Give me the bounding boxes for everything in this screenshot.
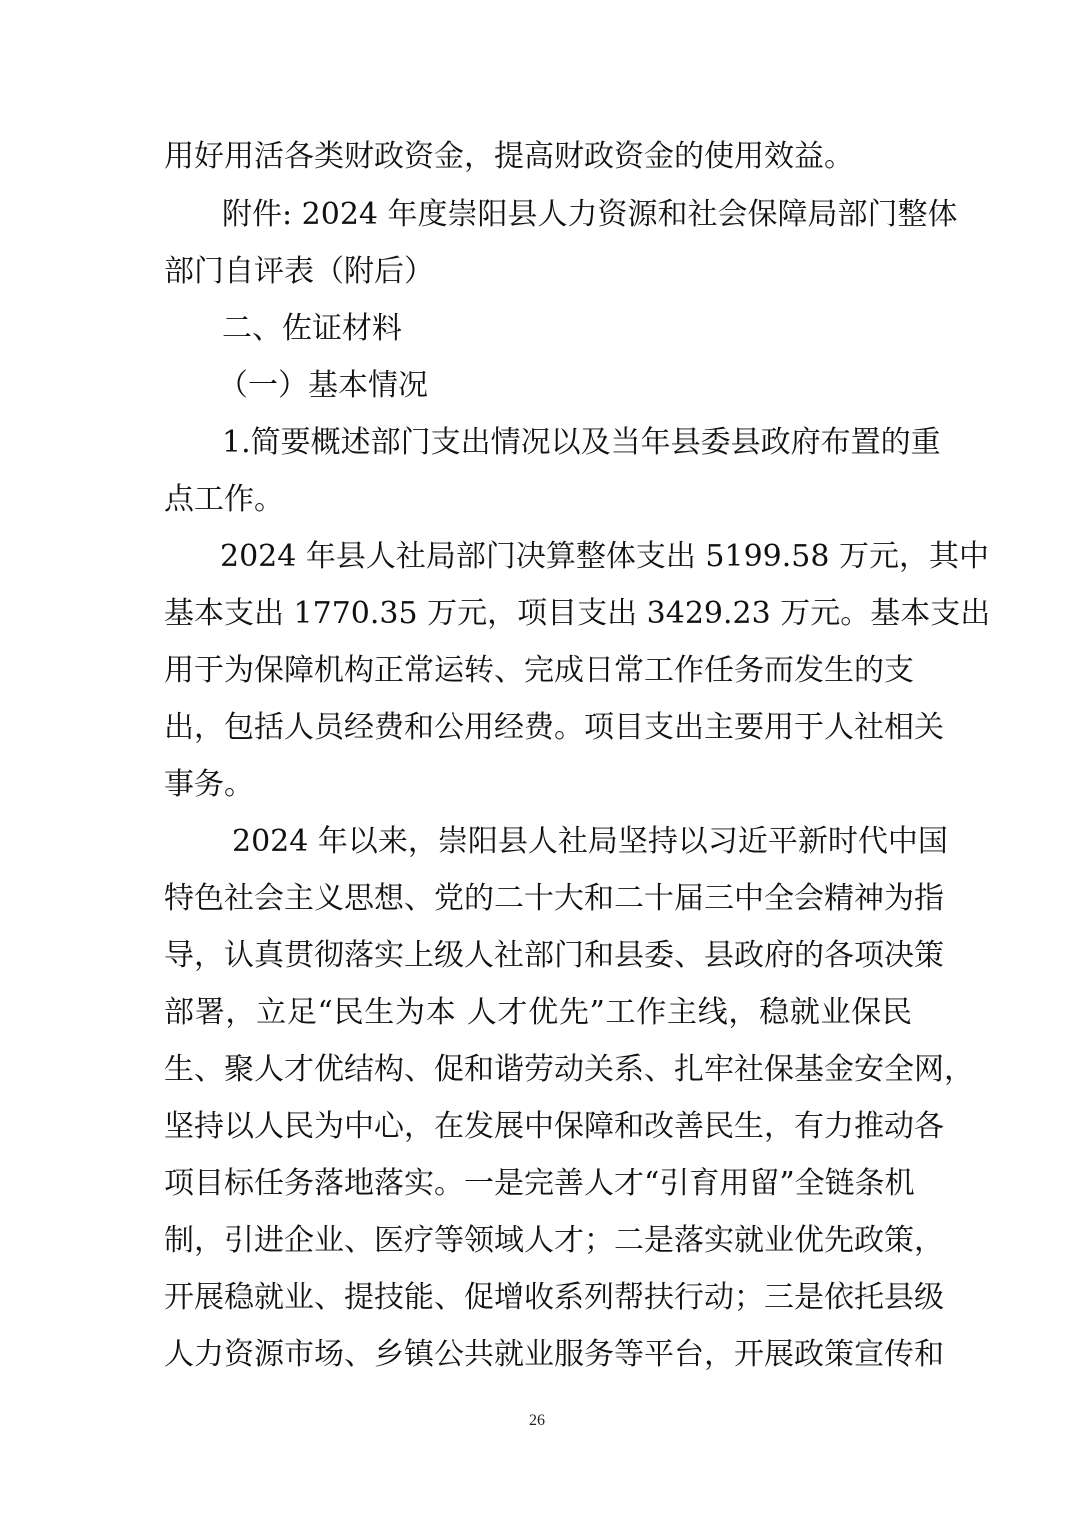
text-line: 出，包括人员经费和公用经费。项目支出主要用于人社相关 bbox=[164, 710, 944, 745]
text-line: 部门自评表（附后） bbox=[164, 254, 434, 289]
text-line: 人力资源市场、乡镇公共就业服务等平台，开展政策宣传和 bbox=[164, 1337, 944, 1372]
text-line: 制，引进企业、医疗等领域人才；二是落实就业优先政策， bbox=[164, 1223, 944, 1258]
text-line: 用于为保障机构正常运转、完成日常工作任务而发生的支 bbox=[164, 653, 914, 688]
text-line: 开展稳就业、提技能、促增收系列帮扶行动；三是依托县级 bbox=[164, 1280, 944, 1315]
text-line: 用好用活各类财政资金，提高财政资金的使用效益。 bbox=[164, 139, 854, 174]
text-line: 生、聚人才优结构、促和谐劳动关系、扎牢社保基金安全网， bbox=[164, 1052, 974, 1087]
page-number: 26 bbox=[529, 1412, 545, 1429]
text-line: 项目标任务落地落实。一是完善人才“引育用留”全链条机 bbox=[164, 1166, 915, 1201]
text-line: 2024 年以来，崇阳县人社局坚持以习近平新时代中国 bbox=[232, 824, 948, 859]
text-line: 基本支出 1770.35 万元，项目支出 3429.23 万元。基本支出 bbox=[164, 596, 991, 631]
text-line: 坚持以人民为中心，在发展中保障和改善民生，有力推动各 bbox=[164, 1109, 944, 1144]
text-line: 2024 年县人社局部门决算整体支出 5199.58 万元，其中 bbox=[220, 539, 990, 574]
attachment-line: 附件: 2024 年度崇阳县人力资源和社会保障局部门整体 bbox=[222, 197, 958, 232]
text-line: 点工作。 bbox=[164, 482, 284, 517]
subsection-heading: （一）基本情况 bbox=[218, 368, 428, 403]
text-line: 1.简要概述部门支出情况以及当年县委县政府布置的重 bbox=[222, 425, 941, 460]
section-heading: 二、佐证材料 bbox=[222, 311, 402, 346]
text-line: 部署，立足“民生为本 人才优先”工作主线，稳就业保民 bbox=[164, 995, 912, 1030]
text-line: 特色社会主义思想、党的二十大和二十届三中全会精神为指 bbox=[164, 881, 944, 916]
text-line: 事务。 bbox=[164, 767, 254, 802]
text-line: 导，认真贯彻落实上级人社部门和县委、县政府的各项决策 bbox=[164, 938, 944, 973]
